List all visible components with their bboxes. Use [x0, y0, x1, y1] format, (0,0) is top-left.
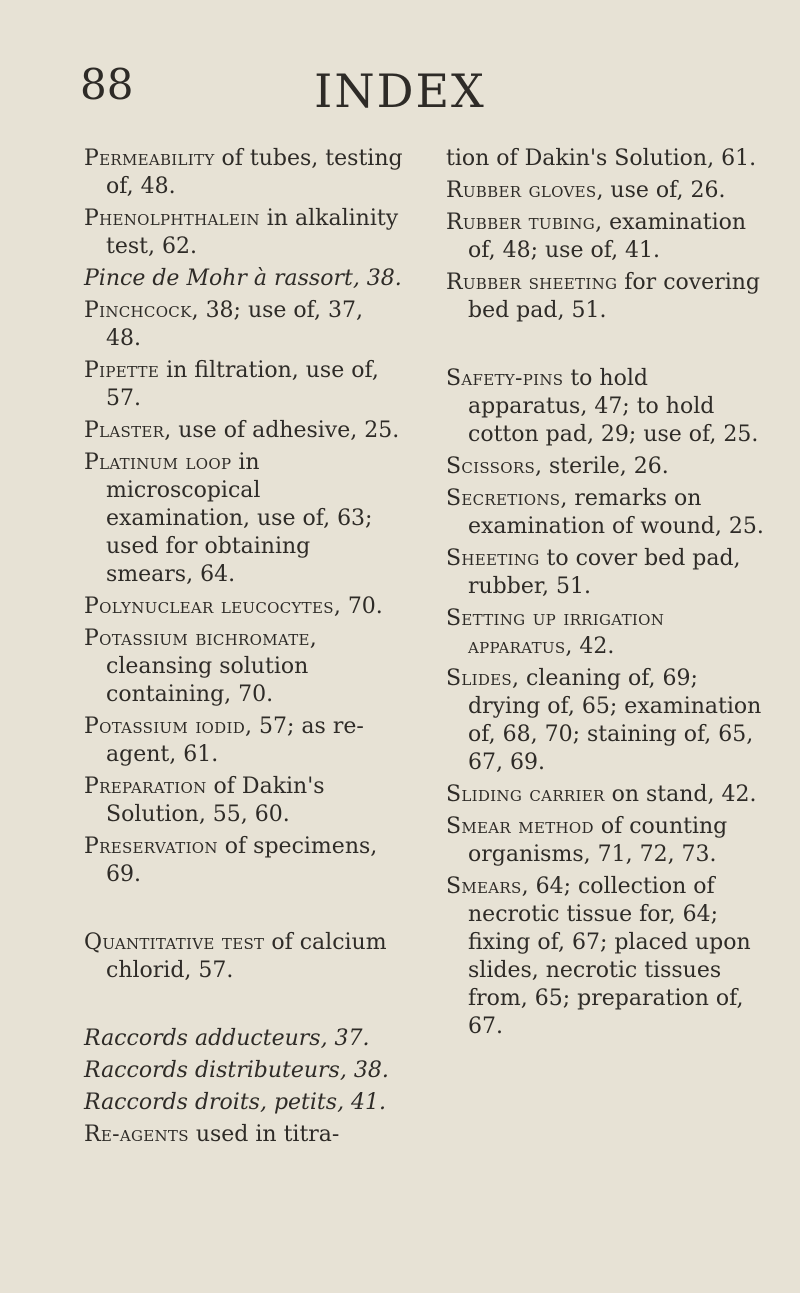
index-entry — [446, 873, 766, 1041]
entry-headword: Scissors — [446, 454, 536, 479]
entry-text: of counting organisms, 71, 72, 73. — [468, 814, 728, 867]
entry-text: Pince de Mohr à rassort, 38. — [84, 266, 402, 291]
index-entry — [446, 485, 766, 541]
index-entry — [446, 665, 766, 777]
index-entry — [446, 813, 766, 869]
index-entry — [446, 145, 766, 173]
entry-headword: Potassium bichromate — [84, 626, 310, 651]
entry-text: tion of Dakin's Solution, 61. — [446, 146, 757, 171]
entry-text: in filtration, use of, 57. — [106, 358, 379, 411]
entry-headword: Rubber gloves — [446, 178, 597, 203]
entry-headword: Quantitative test — [84, 930, 265, 955]
entry-headword: Setting up irrigation apparatus — [446, 606, 665, 659]
entry-headword: Permeability — [84, 146, 215, 171]
entry-headword: Secretions — [446, 486, 561, 511]
entry-text: , remarks on examination of wound, 25. — [468, 486, 764, 539]
entry-headword: Phenolphthalein — [84, 206, 260, 231]
entry-text: of Dakin's Solution, 55, 60. — [106, 774, 325, 827]
entry-text: Raccords droits, petits, 41. — [84, 1090, 387, 1115]
entry-headword: Potassium iodid — [84, 714, 246, 739]
index-entry — [446, 209, 766, 265]
entry-headword: Smears — [446, 874, 522, 899]
index-entry — [84, 929, 404, 985]
running-head: INDEX — [314, 64, 486, 118]
entry-text: to cover bed pad, rubber, 51. — [468, 546, 741, 599]
entry-headword: Safety-pins — [446, 366, 564, 391]
entry-text: , 42. — [565, 634, 615, 659]
index-entry — [446, 453, 766, 481]
index-entry — [446, 269, 766, 325]
entry-text: , use of adhesive, 25. — [164, 418, 400, 443]
index-entry — [84, 145, 404, 201]
entry-text: , sterile, 26. — [535, 454, 669, 479]
index-entry — [84, 1121, 404, 1149]
index-entry — [84, 449, 404, 589]
entry-headword: Polynuclear leucocytes — [84, 594, 334, 619]
entry-text: of tubes, testing of, 48. — [106, 146, 403, 199]
entry-text: on stand, 42. — [604, 782, 757, 807]
entry-text: , cleansing solution containing, 70. — [106, 626, 317, 707]
entry-text: , use of, 26. — [596, 178, 726, 203]
index-column-left — [84, 145, 404, 1153]
index-entry — [84, 357, 404, 413]
entry-headword: Re-agents — [84, 1122, 189, 1147]
index-entry — [84, 833, 404, 889]
index-entry — [84, 265, 404, 293]
index-entry — [84, 297, 404, 353]
index-entry — [84, 1025, 404, 1053]
entry-text: Raccords distributeurs, 38. — [84, 1058, 389, 1083]
index-entry — [84, 1089, 404, 1117]
entry-text: to hold apparatus, 47; to hold cotton pad, 29; use of, 25. — [468, 366, 759, 447]
index-entry — [446, 177, 766, 205]
entry-text: Raccords adducteurs, 37. — [84, 1026, 370, 1051]
entry-text: for covering bed pad, 51. — [468, 270, 761, 323]
index-entry — [446, 781, 766, 809]
index-entry — [84, 205, 404, 261]
entry-headword: Platinum loop — [84, 450, 232, 475]
entry-headword: Rubber sheeting — [446, 270, 618, 295]
index-entry — [84, 713, 404, 769]
entry-headword: Rubber tubing — [446, 210, 596, 235]
entry-headword: Sheeting — [446, 546, 540, 571]
entry-text: in microscopical examination, use of, 63; used for obtaining smears, 64. — [106, 450, 373, 587]
entry-text: , 64; collection of necrotic tissue for, 64; fixing of, 67; placed upon slides, necrotic tissues from, 65; preparation of, 67. — [468, 874, 751, 1039]
page-number: 88 — [80, 60, 134, 109]
entry-headword: Preparation — [84, 774, 207, 799]
entry-headword: Plaster — [84, 418, 165, 443]
entry-text: , examination of, 48; use of, 41. — [468, 210, 747, 263]
index-entry — [84, 773, 404, 829]
index-entry — [446, 605, 766, 661]
entry-text: used in titra- — [188, 1122, 340, 1147]
index-entry — [446, 545, 766, 601]
index-entry — [84, 1057, 404, 1085]
index-entry — [84, 593, 404, 621]
entry-text: of calcium chlorid, 57. — [106, 930, 387, 983]
index-entry — [446, 365, 766, 449]
index-entry — [84, 417, 404, 445]
entry-headword: Preservation — [84, 834, 218, 859]
entry-text: , 70. — [333, 594, 383, 619]
entry-text: in alkalinity test, 62. — [106, 206, 399, 259]
index-entry — [84, 625, 404, 709]
entry-headword: Pinchcock — [84, 298, 192, 323]
entry-text: , 57; as re-agent, 61. — [106, 714, 364, 767]
index-column-right — [446, 145, 766, 1045]
entry-headword: Pipette — [84, 358, 160, 383]
entry-headword: Slides — [446, 666, 513, 691]
entry-text: of specimens, 69. — [106, 834, 378, 887]
entry-headword: Sliding carrier — [446, 782, 605, 807]
entry-headword: Smear method — [446, 814, 594, 839]
entry-text: , 38; use of, 37, 48. — [106, 298, 364, 351]
entry-text: , cleaning of, 69; drying of, 65; examination of, 68, 70; staining of, 65, 67, 69. — [468, 666, 762, 775]
